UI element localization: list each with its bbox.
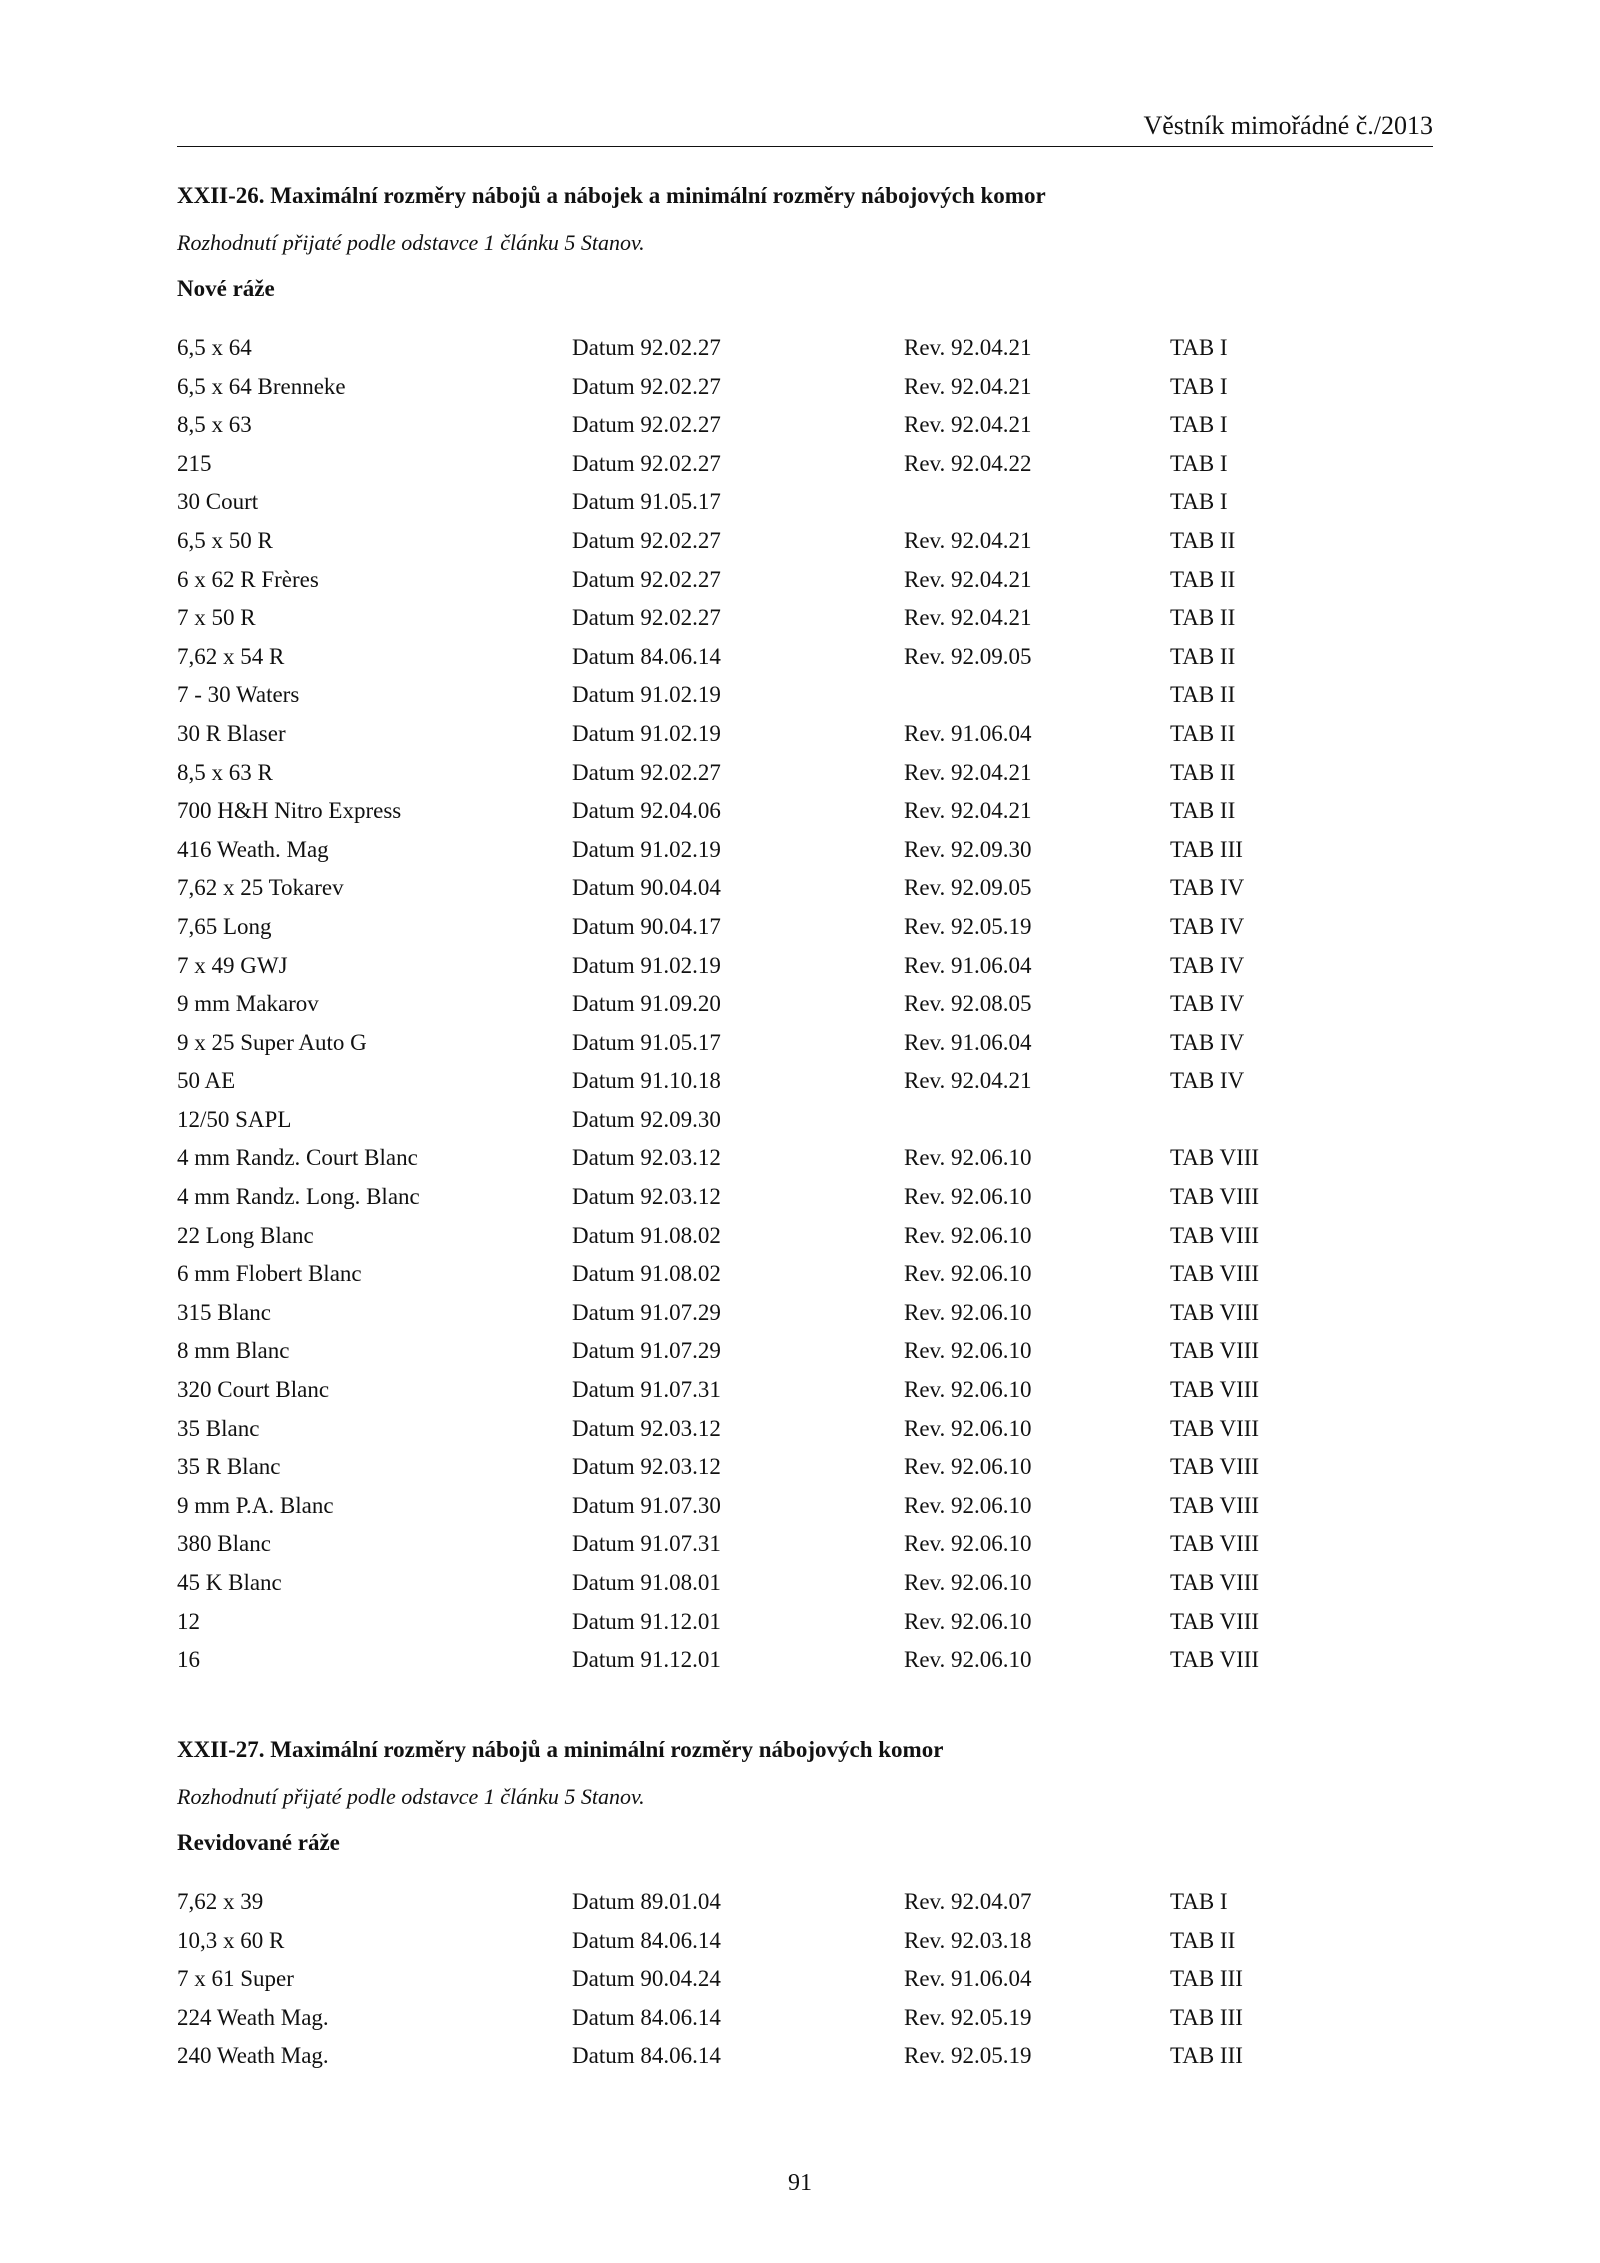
revision-cell: Rev. 92.05.19 [904,2004,1032,2030]
date-cell: Datum 91.05.17 [572,1029,721,1055]
revision-cell: Rev. 92.04.21 [904,527,1032,553]
date-cell: Datum 92.02.27 [572,335,721,360]
table-ref-cell: TAB I [1170,373,1228,399]
table-row [177,1999,1433,2038]
table-row [177,715,1433,754]
revision-cell: Rev. 92.06.10 [904,1415,1032,1441]
date-cell: Datum 91.12.01 [572,1608,721,1634]
table-row [177,1410,1433,1449]
table-row [177,908,1433,947]
table-row [177,1062,1433,1101]
table-ref-cell: TAB II [1170,798,1236,824]
table-ref-cell: TAB III [1170,1966,1243,1992]
caliber-cell: 320 Court Blanc [177,1377,330,1403]
table-row [177,1922,1433,1961]
table-row [177,1332,1433,1371]
caliber-cell: 380 Blanc [177,1531,271,1557]
caliber-cell: 7 x 61 Super [177,1966,294,1992]
revision-cell: Rev. 92.04.21 [904,373,1032,399]
revision-cell: Rev. 92.04.22 [904,450,1032,476]
date-cell: Datum 92.02.27 [572,373,721,399]
caliber-cell: 6,5 x 64 Brenneke [177,373,346,399]
revision-cell: Rev. 92.09.05 [904,875,1032,901]
table-row [177,1294,1433,1333]
section-title: XXII-26. Maximální rozměry nábojů a nábojek a minimální rozměry nábojových komor [177,183,1046,208]
table-ref-cell: TAB II [1170,682,1236,708]
caliber-table [177,1883,1433,2076]
date-cell: Datum 91.08.02 [572,1222,721,1248]
table-ref-cell: TAB VIII [1170,1608,1260,1634]
table-ref-cell: TAB VIII [1170,1377,1260,1403]
date-cell: Datum 91.07.29 [572,1299,721,1325]
date-cell: Datum 84.06.14 [572,1927,721,1953]
table-ref-cell: TAB II [1170,605,1236,631]
page-header [177,108,1433,147]
date-cell: Datum 89.01.04 [572,1889,721,1914]
caliber-cell: 8 mm Blanc [177,1338,290,1364]
table-row [177,1178,1433,1217]
caliber-cell: 30 R Blaser [177,720,286,746]
revision-cell: Rev. 92.06.10 [904,1184,1032,1210]
table-ref-cell: TAB IV [1170,991,1245,1017]
date-cell: Datum 92.03.12 [572,1145,721,1171]
revision-cell: Rev. 92.04.21 [904,798,1032,824]
header-title: Věstník mimořádné č./2013 [1143,111,1433,140]
caliber-cell: 16 [177,1647,200,1673]
section-xxii-26 [177,180,1433,1680]
table-ref-cell: TAB VIII [1170,1222,1260,1248]
section-xxii-27 [177,1734,1433,2076]
table-ref-cell: TAB VIII [1170,1184,1260,1210]
table-ref-cell: TAB III [1170,836,1243,862]
caliber-cell: 6 mm Flobert Blanc [177,1261,362,1287]
date-cell: Datum 92.03.12 [572,1454,721,1480]
table-ref-cell: TAB II [1170,527,1236,553]
table-row [177,1024,1433,1063]
date-cell: Datum 92.02.27 [572,759,721,785]
table-row [177,1960,1433,1999]
table-row [177,985,1433,1024]
revision-cell: Rev. 92.05.19 [904,2043,1032,2069]
table-row [177,1487,1433,1526]
table-row [177,329,1433,368]
table-ref-cell: TAB VIII [1170,1531,1260,1557]
caliber-cell: 9 x 25 Super Auto G [177,1029,367,1055]
caliber-table [177,329,1433,1680]
table-ref-cell: TAB I [1170,335,1228,360]
revision-cell: Rev. 92.06.10 [904,1222,1032,1248]
date-cell: Datum 92.02.27 [572,527,721,553]
revision-cell: Rev. 92.06.10 [904,1145,1032,1171]
table-row [177,792,1433,831]
table-ref-cell: TAB VIII [1170,1299,1260,1325]
table-ref-cell: TAB III [1170,2004,1243,2030]
date-cell: Datum 91.07.31 [572,1531,721,1557]
revision-cell: Rev. 92.04.21 [904,335,1032,360]
table-ref-cell: TAB VIII [1170,1647,1260,1673]
caliber-cell: 215 [177,450,212,476]
caliber-cell: 6,5 x 50 R [177,527,273,553]
revision-cell: Rev. 92.04.21 [904,412,1032,438]
table-ref-cell: TAB IV [1170,952,1245,978]
caliber-cell: 7 x 50 R [177,605,256,631]
table-row [177,1525,1433,1564]
table-row [177,676,1433,715]
date-cell: Datum 90.04.17 [572,913,721,939]
revision-cell: Rev. 92.04.21 [904,1068,1032,1094]
date-cell: Datum 91.02.19 [572,836,721,862]
date-cell: Datum 92.02.27 [572,605,721,631]
date-cell: Datum 91.12.01 [572,1647,721,1673]
caliber-cell: 7,62 x 54 R [177,643,285,669]
caliber-cell: 45 K Blanc [177,1570,282,1595]
table-row [177,1448,1433,1487]
caliber-cell: 7 x 49 GWJ [177,952,288,978]
table-ref-cell: TAB VIII [1170,1570,1260,1595]
caliber-cell: 7,62 x 25 Tokarev [177,875,344,901]
revision-cell: Rev. 92.04.07 [904,1889,1032,1914]
date-cell: Datum 91.08.01 [572,1570,721,1595]
revision-cell: Rev. 91.06.04 [904,952,1032,978]
section-title: XXII-27. Maximální rozměry nábojů a minimální rozměry nábojových komor [177,1737,944,1762]
revision-cell: Rev. 91.06.04 [904,1029,1032,1055]
table-ref-cell: TAB IV [1170,875,1245,901]
table-ref-cell: TAB VIII [1170,1145,1260,1171]
caliber-cell: 10,3 x 60 R [177,1927,285,1953]
table-row [177,1217,1433,1256]
table-ref-cell: TAB IV [1170,913,1245,939]
caliber-cell: 6,5 x 64 [177,335,252,360]
section-note: Rozhodnutí přijaté podle odstavce 1 článku 5 Stanov. [177,230,645,255]
table-row [177,1371,1433,1410]
caliber-cell: 12 [177,1608,200,1634]
caliber-cell: 9 mm P.A. Blanc [177,1492,334,1518]
table-row [177,869,1433,908]
date-cell: Datum 92.04.06 [572,798,721,824]
caliber-cell: 416 Weath. Mag [177,836,329,862]
revision-cell: Rev. 92.06.10 [904,1261,1032,1287]
revision-cell: Rev. 92.09.30 [904,836,1032,862]
revision-cell: Rev. 92.06.10 [904,1608,1032,1634]
table-ref-cell: TAB I [1170,412,1228,438]
section-subtitle: Revidované ráže [177,1830,340,1855]
table-row [177,638,1433,677]
revision-cell: Rev. 92.06.10 [904,1647,1032,1673]
table-row [177,947,1433,986]
page-number: 91 [788,2170,812,2196]
revision-cell: Rev. 92.04.21 [904,605,1032,631]
date-cell: Datum 84.06.14 [572,643,721,669]
date-cell: Datum 91.08.02 [572,1261,721,1287]
table-ref-cell: TAB VIII [1170,1492,1260,1518]
revision-cell: Rev. 92.06.10 [904,1454,1032,1480]
table-row [177,406,1433,445]
date-cell: Datum 90.04.24 [572,1966,721,1992]
table-ref-cell: TAB I [1170,1889,1228,1914]
section-note: Rozhodnutí přijaté podle odstavce 1 článku 5 Stanov. [177,1784,645,1809]
revision-cell: Rev. 92.06.10 [904,1299,1032,1325]
table-row [177,1883,1433,1922]
revision-cell: Rev. 92.06.10 [904,1377,1032,1403]
table-row [177,1139,1433,1178]
table-row [177,831,1433,870]
date-cell: Datum 91.07.31 [572,1377,721,1403]
table-ref-cell: TAB VIII [1170,1261,1260,1287]
table-row [177,1564,1433,1603]
date-cell: Datum 91.02.19 [572,682,721,708]
date-cell: Datum 91.02.19 [572,952,721,978]
table-ref-cell: TAB III [1170,2043,1243,2069]
date-cell: Datum 92.02.27 [572,566,721,592]
date-cell: Datum 92.03.12 [572,1184,721,1210]
date-cell: Datum 84.06.14 [572,2043,721,2069]
revision-cell: Rev. 92.08.05 [904,991,1032,1017]
section-subtitle: Nové ráže [177,276,275,301]
revision-cell: Rev. 92.03.18 [904,1927,1032,1953]
revision-cell: Rev. 92.09.05 [904,643,1032,669]
caliber-cell: 4 mm Randz. Long. Blanc [177,1184,420,1210]
date-cell: Datum 84.06.14 [572,2004,721,2030]
caliber-cell: 315 Blanc [177,1299,271,1325]
date-cell: Datum 92.03.12 [572,1415,721,1441]
table-ref-cell: TAB IV [1170,1068,1245,1094]
caliber-cell: 22 Long Blanc [177,1222,314,1248]
date-cell: Datum 90.04.04 [572,875,721,901]
date-cell: Datum 91.07.29 [572,1338,721,1364]
date-cell: Datum 91.10.18 [572,1068,721,1094]
table-row [177,1255,1433,1294]
caliber-cell: 240 Weath Mag. [177,2043,329,2069]
table-row [177,368,1433,407]
date-cell: Datum 92.02.27 [572,450,721,476]
table-row [177,561,1433,600]
caliber-cell: 224 Weath Mag. [177,2004,329,2030]
date-cell: Datum 91.02.19 [572,720,721,746]
revision-cell: Rev. 92.04.21 [904,759,1032,785]
caliber-cell: 35 R Blanc [177,1454,281,1480]
caliber-cell: 8,5 x 63 R [177,759,273,785]
caliber-cell: 50 AE [177,1068,236,1094]
table-ref-cell: TAB VIII [1170,1338,1260,1364]
table-ref-cell: TAB II [1170,720,1236,746]
table-row [177,1603,1433,1642]
table-ref-cell: TAB II [1170,566,1236,592]
table-ref-cell: TAB II [1170,1927,1236,1953]
table-ref-cell: TAB IV [1170,1029,1245,1055]
revision-cell: Rev. 92.05.19 [904,913,1032,939]
table-ref-cell: TAB II [1170,643,1236,669]
revision-cell: Rev. 92.04.21 [904,566,1032,592]
caliber-cell: 7,62 x 39 [177,1889,264,1914]
table-ref-cell: TAB II [1170,759,1236,785]
table-ref-cell: TAB VIII [1170,1415,1260,1441]
table-row [177,522,1433,561]
table-ref-cell: TAB VIII [1170,1454,1260,1480]
revision-cell: Rev. 92.06.10 [904,1492,1032,1518]
table-row [177,599,1433,638]
table-row [177,1101,1433,1140]
caliber-cell: 6 x 62 R Frères [177,566,319,592]
date-cell: Datum 91.05.17 [572,489,721,515]
table-row [177,2037,1433,2076]
caliber-cell: 7 - 30 Waters [177,682,300,708]
revision-cell: Rev. 91.06.04 [904,720,1032,746]
revision-cell: Rev. 92.06.10 [904,1338,1032,1364]
date-cell: Datum 92.09.30 [572,1106,721,1132]
date-cell: Datum 91.07.30 [572,1492,721,1518]
table-row [177,445,1433,484]
caliber-cell: 7,65 Long [177,913,272,939]
revision-cell: Rev. 92.06.10 [904,1570,1032,1595]
caliber-cell: 8,5 x 63 [177,412,252,438]
table-row [177,1641,1433,1680]
caliber-cell: 4 mm Randz. Court Blanc [177,1145,418,1171]
table-row [177,754,1433,793]
table-ref-cell: TAB I [1170,450,1228,476]
revision-cell: Rev. 92.06.10 [904,1531,1032,1557]
table-row [177,483,1433,522]
date-cell: Datum 92.02.27 [572,412,721,438]
table-ref-cell: TAB I [1170,489,1228,515]
caliber-cell: 700 H&H Nitro Express [177,798,402,824]
revision-cell: Rev. 91.06.04 [904,1966,1032,1992]
caliber-cell: 9 mm Makarov [177,991,319,1017]
caliber-cell: 30 Court [177,489,259,515]
caliber-cell: 12/50 SAPL [177,1106,292,1132]
date-cell: Datum 91.09.20 [572,991,721,1017]
caliber-cell: 35 Blanc [177,1415,260,1441]
